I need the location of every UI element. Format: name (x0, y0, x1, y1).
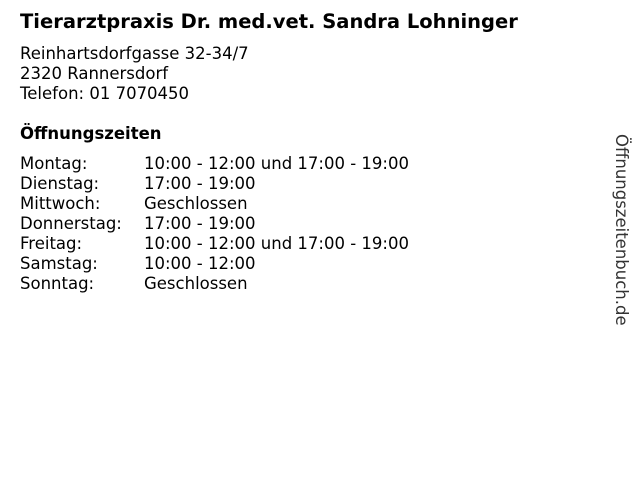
time-value: 10:00 - 12:00 und 17:00 - 19:00 (144, 234, 409, 253)
day-label: Dienstag: (20, 174, 100, 193)
day-label: Freitag: (20, 234, 83, 253)
hours-row-friday (20, 234, 409, 254)
hours-row-sunday (20, 274, 409, 294)
address-street: Reinhartsdorfgasse 32-34/7 (20, 44, 249, 63)
day-label: Mittwoch: (20, 194, 101, 213)
address-city: 2320 Rannersdorf (20, 64, 169, 83)
time-value: 17:00 - 19:00 (144, 174, 256, 193)
hours-row-wednesday (20, 194, 409, 214)
hours-row-thursday (20, 214, 409, 234)
watermark (604, 134, 640, 364)
time-value: Geschlossen (144, 274, 248, 293)
opening-hours-heading: Öffnungszeiten (20, 124, 162, 143)
day-label: Sonntag: (20, 274, 95, 293)
day-label: Samstag: (20, 254, 98, 273)
watermark-text: Öffnungszeitenbuch.de (612, 134, 631, 326)
day-label: Donnerstag: (20, 214, 122, 233)
phone-number: Telefon: 01 7070450 (20, 84, 190, 103)
hours-row-monday (20, 154, 409, 174)
time-value: 10:00 - 12:00 (144, 254, 256, 273)
opening-hours-table (20, 154, 409, 294)
practice-title: Tierarztpraxis Dr. med.vet. Sandra Lohninger (20, 10, 518, 33)
hours-row-saturday (20, 254, 409, 274)
time-value: Geschlossen (144, 194, 248, 213)
time-value: 10:00 - 12:00 und 17:00 - 19:00 (144, 154, 409, 173)
practice-address (20, 44, 249, 104)
hours-row-tuesday (20, 174, 409, 194)
day-label: Montag: (20, 154, 88, 173)
time-value: 17:00 - 19:00 (144, 214, 256, 233)
